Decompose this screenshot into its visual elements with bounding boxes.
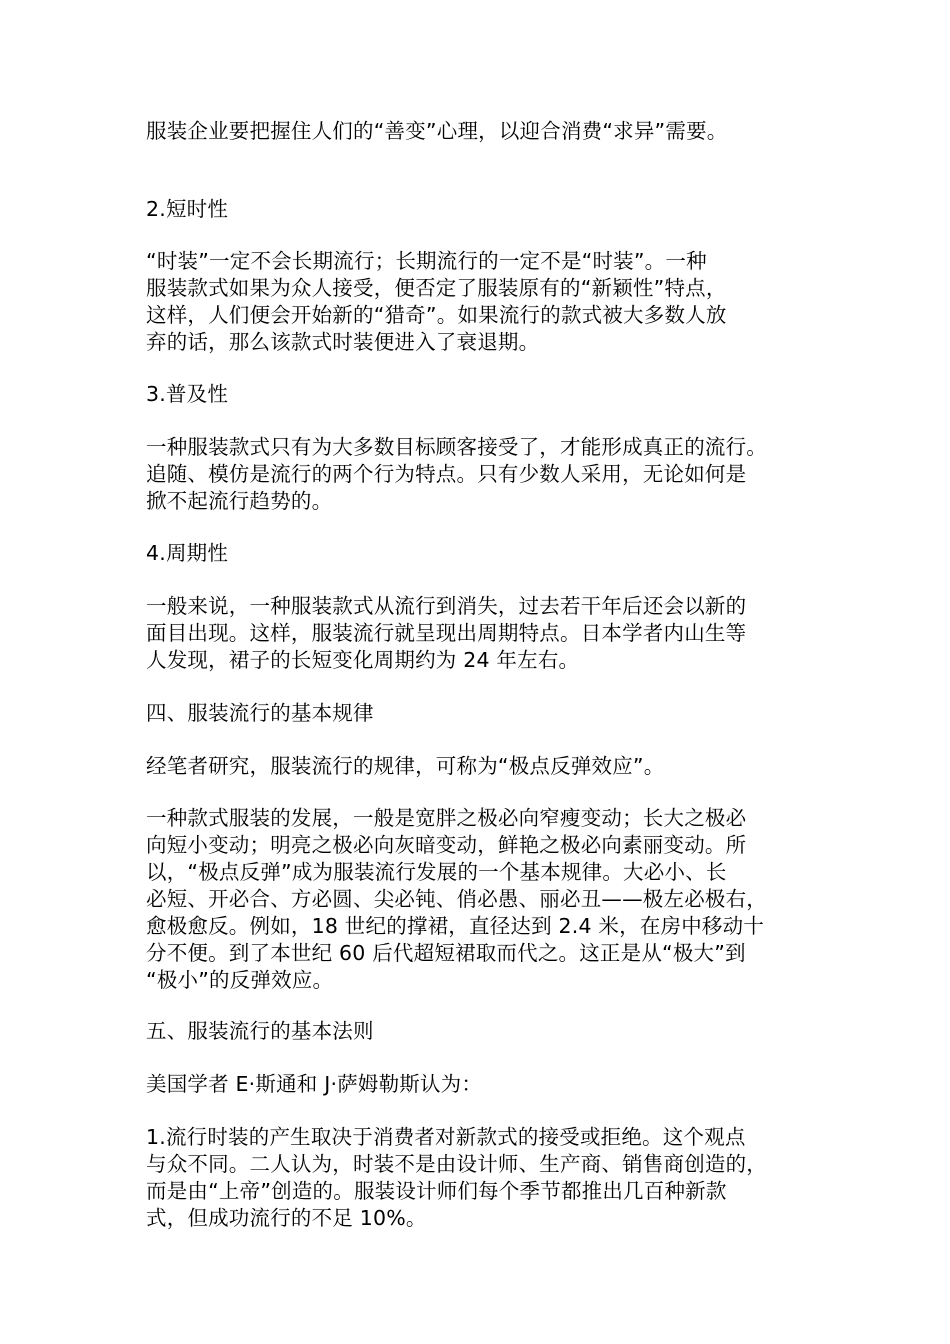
- paragraph-line: 面目出现。这样，服装流行就呈现出周期特点。日本学者内山生等: [146, 621, 747, 645]
- paragraph-line: 追随、模仿是流行的两个行为特点。只有少数人采用，无论如何是: [146, 462, 747, 486]
- paragraph-line: 弃的话，那么该款式时装便进入了衰退期。: [146, 330, 540, 354]
- paragraph-line: 一种款式服装的发展，一般是宽胖之极必向窄瘦变动；长大之极必: [146, 806, 747, 830]
- paragraph-line: 掀不起流行趋势的。: [146, 489, 333, 513]
- paragraph-line: 而是由“上帝”创造的。服装设计师们每个季节都推出几百种新款: [146, 1179, 727, 1203]
- paragraph-line: “时装”一定不会长期流行；长期流行的一定不是“时装”。一种: [146, 249, 707, 273]
- section-heading: 3.普及性: [146, 382, 229, 406]
- section-heading: 五、服装流行的基本法则: [146, 1019, 374, 1043]
- paragraph-line: 一般来说，一种服装款式从流行到消失，过去若干年后还会以新的: [146, 594, 747, 618]
- paragraph-line: 服装款式如果为众人接受，便否定了服装原有的“新颖性”特点，: [146, 276, 727, 300]
- paragraph-line: 向短小变动；明亮之极必向灰暗变动，鲜艳之极必向素丽变动。所: [146, 833, 747, 857]
- paragraph-line: 一种服装款式只有为大多数目标顾客接受了，才能形成真正的流行。: [146, 435, 767, 459]
- paragraph-line: 与众不同。二人认为，时装不是由设计师、生产商、销售商创造的，: [146, 1152, 767, 1176]
- paragraph-line: 服装企业要把握住人们的“善变”心理，以迎合消费“求异”需要。: [146, 119, 728, 143]
- section-heading: 2.短时性: [146, 197, 229, 221]
- section-heading: 4.周期性: [146, 541, 229, 565]
- section-heading: 四、服装流行的基本规律: [146, 701, 374, 725]
- paragraph-line: 经笔者研究，服装流行的规律，可称为“极点反弹效应”。: [146, 754, 665, 778]
- paragraph-line: 必短、开必合、方必圆、尖必钝、俏必愚、丽必丑——极左必极右，: [146, 887, 767, 911]
- paragraph-line: 分不便。到了本世纪 60 后代超短裙取而代之。这正是从“极大”到: [146, 941, 746, 965]
- paragraph-line: 人发现，裙子的长短变化周期约为 24 年左右。: [146, 648, 580, 672]
- paragraph-line: 美国学者 E·斯通和 J·萨姆勒斯认为：: [146, 1072, 483, 1096]
- paragraph-line: 以，“极点反弹”成为服装流行发展的一个基本规律。大必小、长: [146, 860, 727, 884]
- paragraph-line: 愈极愈反。例如，18 世纪的撑裙，直径达到 2.4 米，在房中移动十: [146, 914, 765, 938]
- paragraph-line: 1.流行时装的产生取决于消费者对新款式的接受或拒绝。这个观点: [146, 1125, 746, 1149]
- paragraph-line: 这样，人们便会开始新的“猎奇”。如果流行的款式被大多数人放: [146, 303, 727, 327]
- paragraph-line: 式，但成功流行的不足 10%。: [146, 1206, 427, 1230]
- paragraph-line: “极小”的反弹效应。: [146, 968, 334, 992]
